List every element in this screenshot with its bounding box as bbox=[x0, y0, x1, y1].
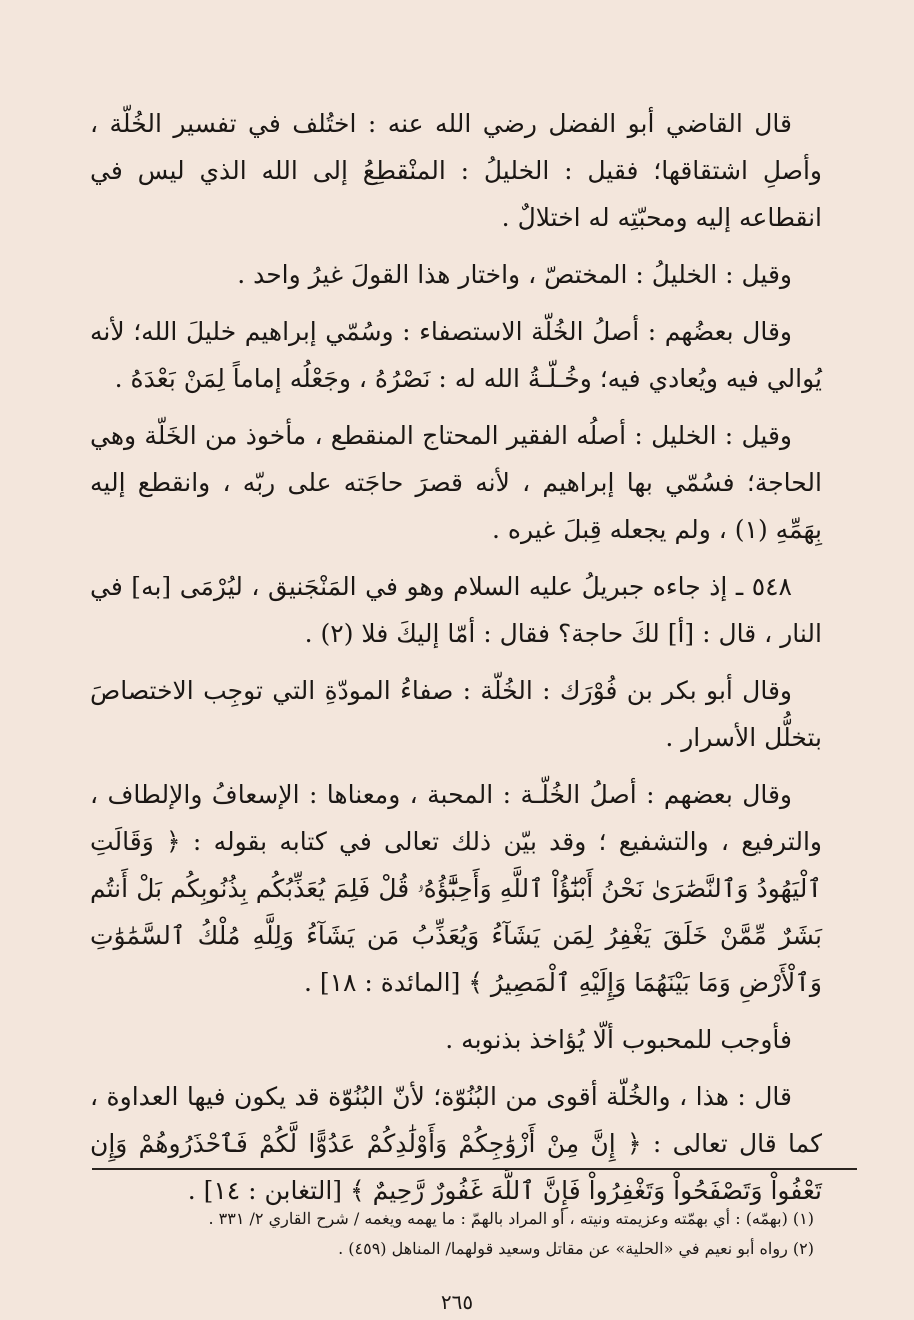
page-number: ٢٦٥ bbox=[440, 1290, 474, 1314]
paragraph-4: وقيل : الخليل : أصلُه الفقير المحتاج المنقطع ، مأخوذ من الخَلّة وهي الحاجة؛ فسُمّي بها إبراهيم ، لأنه قصرَ حاجَته على ربّه ، وانقطع إليه بِهَمِّهِ (١) ، ولم يجعله قِبلَ غيره . bbox=[90, 421, 822, 544]
paragraph-1: قال القاضي أبو الفضل رضي الله عنه : اختُلف في تفسير الخُلّة ، وأصلِ اشتقاقها؛ فقيل : الخليلُ : المنْقطِعُ إلى الله الذي ليس في انقطاعه إليه ومحبّتِه له اختلالٌ . bbox=[90, 109, 822, 232]
footnotes bbox=[95, 1204, 814, 1264]
main-text bbox=[90, 100, 822, 1224]
paragraph-8: فأوجب للمحبوب ألّا يُؤاخذ بذنوبه . bbox=[445, 1025, 792, 1054]
paragraph-3: وقال بعضُهم : أصلُ الخُلّة الاستصفاء : وسُمّي إبراهيم خليلَ الله؛ لأنه يُوالي فيه ويُعادي فيه؛ وخُـلّـةُ الله له : نَصْرُهُ ، وجَعْلُه إماماً لِمَنْ بَعْدَهُ . bbox=[90, 317, 822, 393]
paragraph-9-quran: قال : هذا ، والخُلّة أقوى من البُنُوّة؛ لأنّ البُنُوّة قد يكون فيها العداوة ، كما قال تعالى : ﴿ إِنَّ مِنْ أَزْوَٰجِكُمْ وَأَوْلَٰدِكُمْ عَدُوًّا لَّكُمْ فَٱحْذَرُوهُمْ وَإِن تَعْفُواْ وَتَصْفَحُواْ وَتَغْفِرُواْ فَإِنَّ ٱللَّهَ غَفُورٌ رَّحِيمٌ ﴾ [التغابن : ١٤] . bbox=[90, 1082, 822, 1205]
footnote-1: (١) (بهمّه) : أي بهمّته وعزيمته ونيته ، أو المراد بالهمّ : ما يهمه ويغمه / شرح القاري ٢/ ٣٣١ . bbox=[208, 1209, 814, 1228]
paragraph-5-hadith: ٥٤٨ ـ إذ جاءه جبريلُ عليه السلام وهو في المَنْجَنيق ، ليُرْمَى [به] في النار ، قال : [أ] لكَ حاجة؟ فقال : أمّا إليكَ فلا (٢) . bbox=[90, 572, 822, 648]
footnote-2: (٢) رواه أبو نعيم في «الحلية» عن مقاتل وسعيد قولهما/ المناهل (٤٥٩) . bbox=[338, 1239, 814, 1258]
paragraph-2: وقيل : الخليلُ : المختصّ ، واختار هذا القولَ غيرُ واحد . bbox=[237, 260, 792, 289]
paragraph-7-quran: وقال بعضهم : أصلُ الخُلّـة : المحبة ، ومعناها : الإسعافُ والإلطاف ، والترفيع ، والتشفيع ؛ وقد بيّن ذلك تعالى في كتابه بقوله : ﴿ وَقَالَتِ ٱلْيَهُودُ وَٱلنَّصَٰرَىٰ نَحْنُ أَبْنَٰٓؤُاْ ٱللَّهِ وَأَحِبَّٰٓؤُهُۥ قُلْ فَلِمَ يُعَذِّبُكُم بِذُنُوبِكُم بَلْ أَنتُم بَشَرٌ مِّمَّنْ خَلَقَ يَغْفِرُ لِمَن يَشَآءُ وَيُعَذِّبُ مَن يَشَآءُ وَلِلَّهِ مُلْكُ ٱلسَّمَٰوَٰتِ وَٱلْأَرْضِ وَمَا بَيْنَهُمَا وَإِلَيْهِ ٱلْمَصِيرُ ﴾ [المائدة : ١٨] . bbox=[90, 780, 822, 997]
paragraph-6: وقال أبو بكر بن فُوْرَك : الخُلّة : صفاءُ المودّةِ التي توجِب الاختصاصَ بتخلُّل الأسرار . bbox=[90, 676, 822, 752]
footnote-divider bbox=[92, 1168, 857, 1170]
